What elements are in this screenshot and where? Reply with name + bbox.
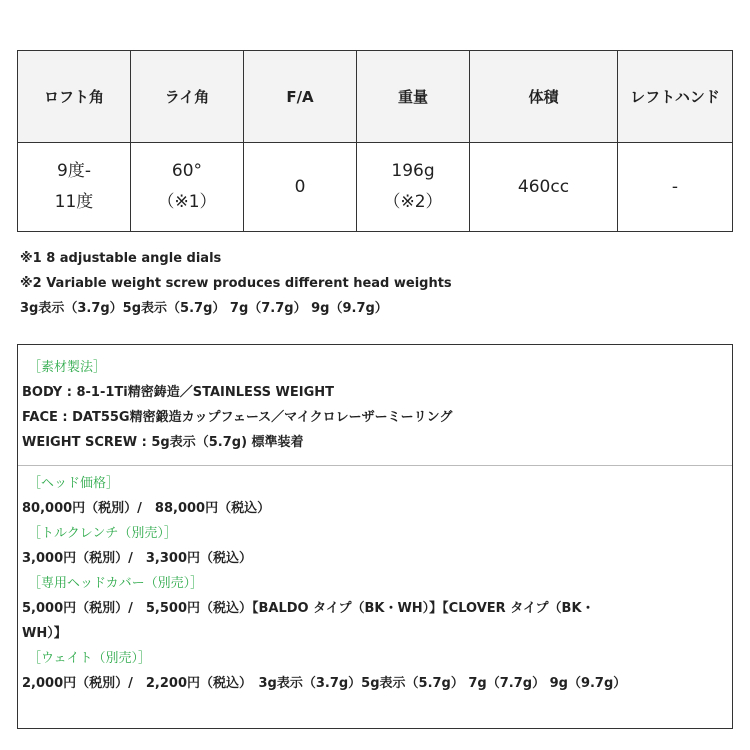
note: ※2 Variable weight screw produces different head weights: [20, 276, 452, 291]
wrench-price: 3,000円（税別）/ 3,300円（税込）: [22, 551, 252, 566]
header-fa: F/A: [244, 51, 357, 143]
value-loft: 9度- 11度: [18, 143, 131, 232]
weight-heading: ［ウェイト（別売）］: [28, 651, 151, 666]
value-volume: 460cc: [470, 143, 618, 232]
value-lie: 60° （※1）: [131, 143, 244, 232]
headcover-heading: ［専用ヘッドカバー（別売）］: [28, 576, 204, 591]
spec-table: [17, 50, 733, 232]
info-box: [17, 344, 733, 729]
header-volume: 体積: [470, 51, 618, 143]
note: 3g表示（3.7g）5g表示（5.7g） 7g（7.7g） 9g（9.7g）: [20, 301, 388, 316]
materials-section: [18, 345, 732, 466]
wrench-heading: ［トルクレンチ（別売）］: [28, 526, 177, 541]
header-lie: ライ角: [131, 51, 244, 143]
head-price-heading: ［ヘッド価格］: [28, 476, 120, 491]
head-price: 80,000円（税別）/ 88,000円（税込）: [22, 501, 271, 516]
header-lefthand: レフトハンド: [618, 51, 733, 143]
prices-section: [18, 466, 732, 696]
materials-line: FACE : DAT55G精密鍛造カップフェース／マイクロレーザーミーリング: [22, 410, 453, 425]
materials-line: WEIGHT SCREW : 5g表示（5.7g) 標準装着: [22, 435, 304, 450]
spec-value-row: [18, 143, 733, 232]
headcover-price-cont: WH）】: [22, 626, 67, 641]
header-loft: ロフト角: [18, 51, 131, 143]
value-lefthand: -: [618, 143, 733, 232]
spec-header-row: [18, 51, 733, 143]
weight-price: 2,000円（税別）/ 2,200円（税込） 3g表示（3.7g）5g表示（5.7g） 7g（7.7g） 9g（9.7g）: [22, 676, 627, 691]
materials-heading: ［素材製法］: [28, 360, 107, 375]
note: ※1 8 adjustable angle dials: [20, 251, 222, 266]
headcover-price: 5,000円（税別）/ 5,500円（税込）【BALDO タイプ（BK・WH）】【CLOVER タイプ（BK・: [22, 601, 595, 616]
header-weight: 重量: [357, 51, 470, 143]
materials-line: BODY : 8-1-1Ti精密鋳造／STAINLESS WEIGHT: [22, 385, 335, 400]
footnotes: [20, 246, 452, 321]
value-weight: 196g （※2）: [357, 143, 470, 232]
value-fa: 0: [244, 143, 357, 232]
